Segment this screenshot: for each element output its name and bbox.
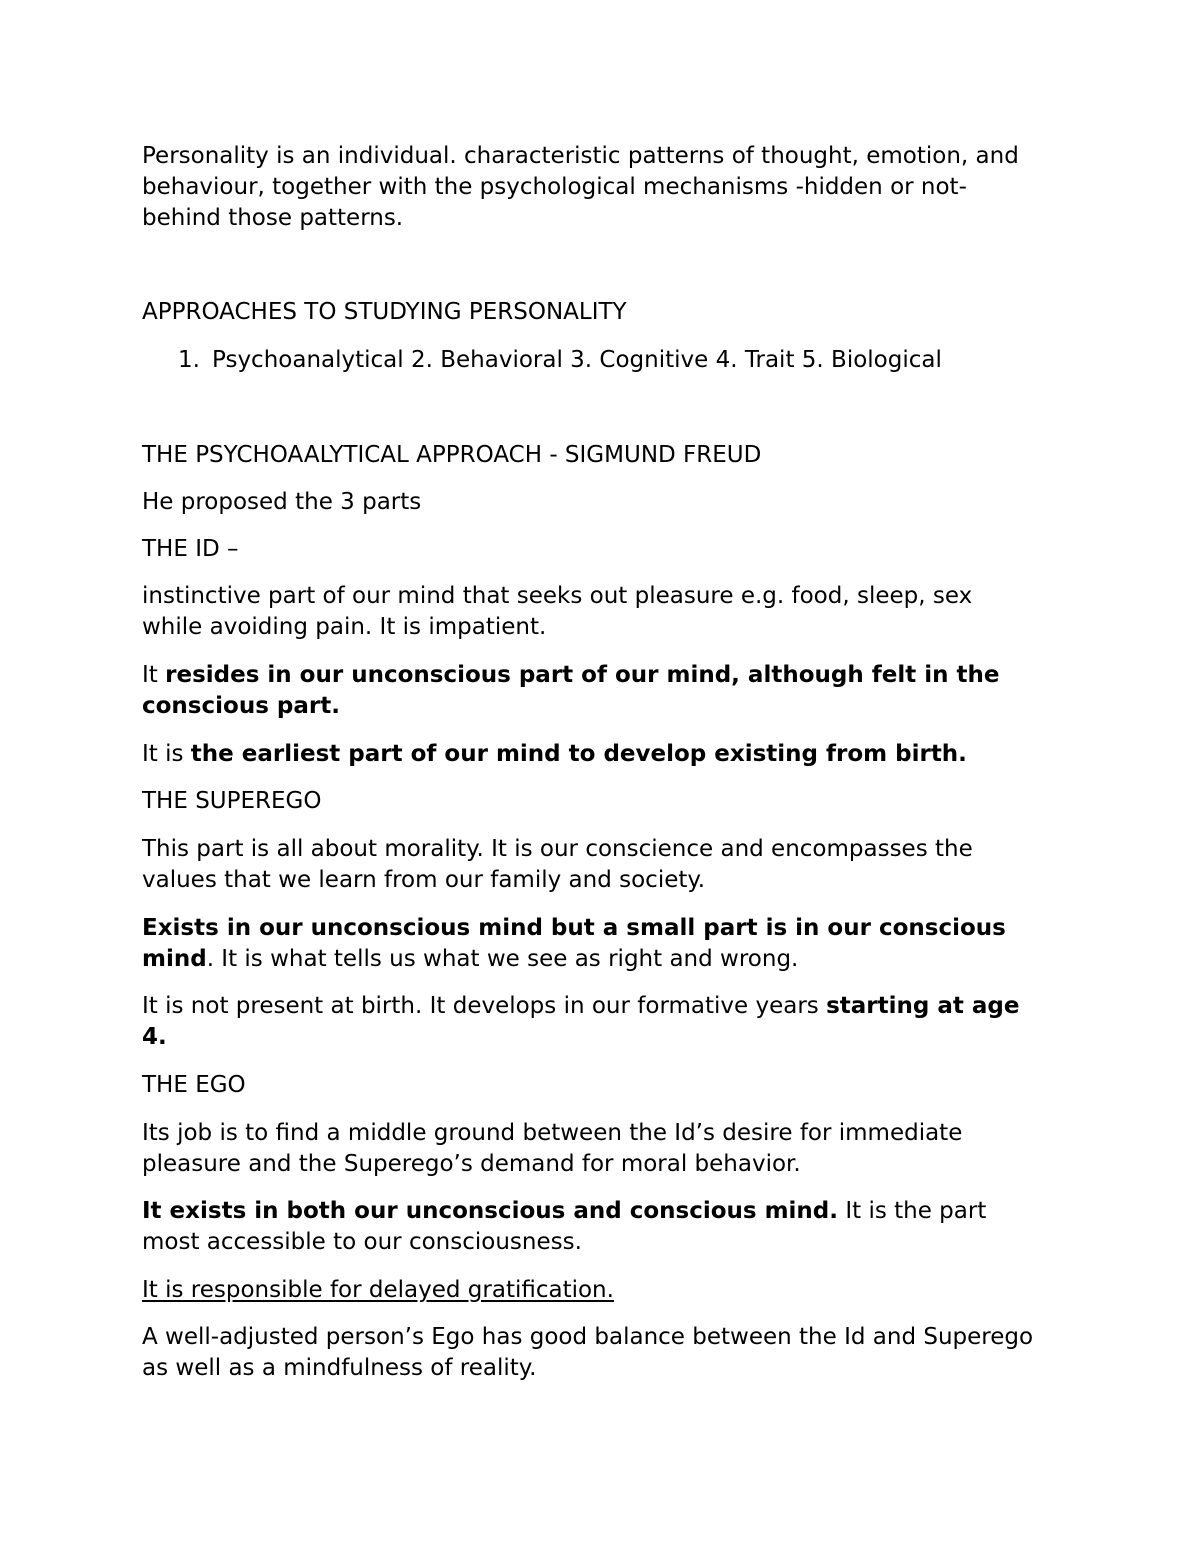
ego-p2-line-2: most accessible to our consciousness.: [142, 1229, 582, 1255]
superego-paragraph-1: [142, 834, 1077, 896]
ego-paragraph-3: [142, 1275, 1077, 1306]
ego-paragraph-2: [142, 1196, 1077, 1258]
intro-paragraph: [142, 141, 1077, 234]
list-number: 1.: [178, 347, 200, 373]
ego-p2-bold: It exists in both our unconscious and conscious mind.: [142, 1198, 839, 1224]
ego-p3-underlined: It is responsible for delayed gratification.: [142, 1277, 614, 1303]
id-p2-prefix: It: [142, 662, 166, 688]
id-p1-line-1: instinctive part of our mind that seeks out pleasure e.g. food, sleep, sex: [142, 583, 973, 609]
id-paragraph-3: [142, 739, 1077, 770]
approaches-list-item: [178, 345, 942, 376]
ego-p1-line-1: Its job is to find a middle ground between the Id’s desire for immediate: [142, 1120, 963, 1146]
superego-p2-rest: . It is what tells us what we see as right and wrong.: [206, 946, 799, 972]
superego-paragraph-3: [142, 991, 1077, 1053]
superego-p3-bold-line-1: starting at age: [826, 993, 1020, 1019]
ego-paragraph-1: [142, 1118, 1077, 1180]
id-p2-bold-line-2: conscious part.: [142, 693, 340, 719]
superego-p3-text: It is not present at birth. It develops in our formative years: [142, 993, 827, 1019]
intro-line-2: behaviour, together with the psychological mechanisms -hidden or not-: [142, 174, 967, 200]
intro-line-3: behind those patterns.: [142, 205, 404, 231]
id-paragraph-1: [142, 581, 1077, 643]
superego-p2-bold-line-1: Exists in our unconscious mind but a small part is in our conscious: [142, 915, 1006, 941]
superego-heading: THE SUPEREGO: [142, 788, 322, 814]
ego-paragraph-4: [142, 1322, 1077, 1384]
freud-intro: He proposed the 3 parts: [142, 489, 422, 515]
superego-p3-bold-line-2: 4.: [142, 1024, 167, 1050]
ego-p4-line-1: A well-adjusted person’s Ego has good balance between the Id and Superego: [142, 1324, 1034, 1350]
ego-p2-rest: It is the part: [838, 1198, 987, 1224]
id-paragraph-2: [142, 660, 1077, 722]
superego-p1-line-2: values that we learn from our family and society.: [142, 867, 706, 893]
superego-p1-line-1: This part is all about morality. It is our conscience and encompasses the: [142, 836, 973, 862]
id-p3-prefix: It is: [142, 741, 191, 767]
ego-heading: THE EGO: [142, 1072, 246, 1098]
freud-heading: THE PSYCHOAALYTICAL APPROACH - SIGMUND FREUD: [142, 442, 762, 468]
superego-paragraph-2: [142, 913, 1077, 975]
list-text: Psychoanalytical 2. Behavioral 3. Cognitive 4. Trait 5. Biological: [212, 347, 942, 373]
ego-p4-line-2: as well as a mindfulness of reality.: [142, 1355, 537, 1381]
superego-p2-bold-line-2: mind: [142, 946, 207, 972]
id-p3-bold: the earliest part of our mind to develop existing from birth.: [190, 741, 967, 767]
id-p2-bold-line-1: resides in our unconscious part of our mind, although felt in the: [165, 662, 1000, 688]
approaches-heading: APPROACHES TO STUDYING PERSONALITY: [142, 299, 627, 325]
id-p1-line-2: while avoiding pain. It is impatient.: [142, 614, 547, 640]
ego-p1-line-2: pleasure and the Superego’s demand for moral behavior.: [142, 1151, 801, 1177]
intro-line-1: Personality is an individual. characteristic patterns of thought, emotion, and: [142, 143, 1019, 169]
id-heading: THE ID –: [142, 536, 239, 562]
